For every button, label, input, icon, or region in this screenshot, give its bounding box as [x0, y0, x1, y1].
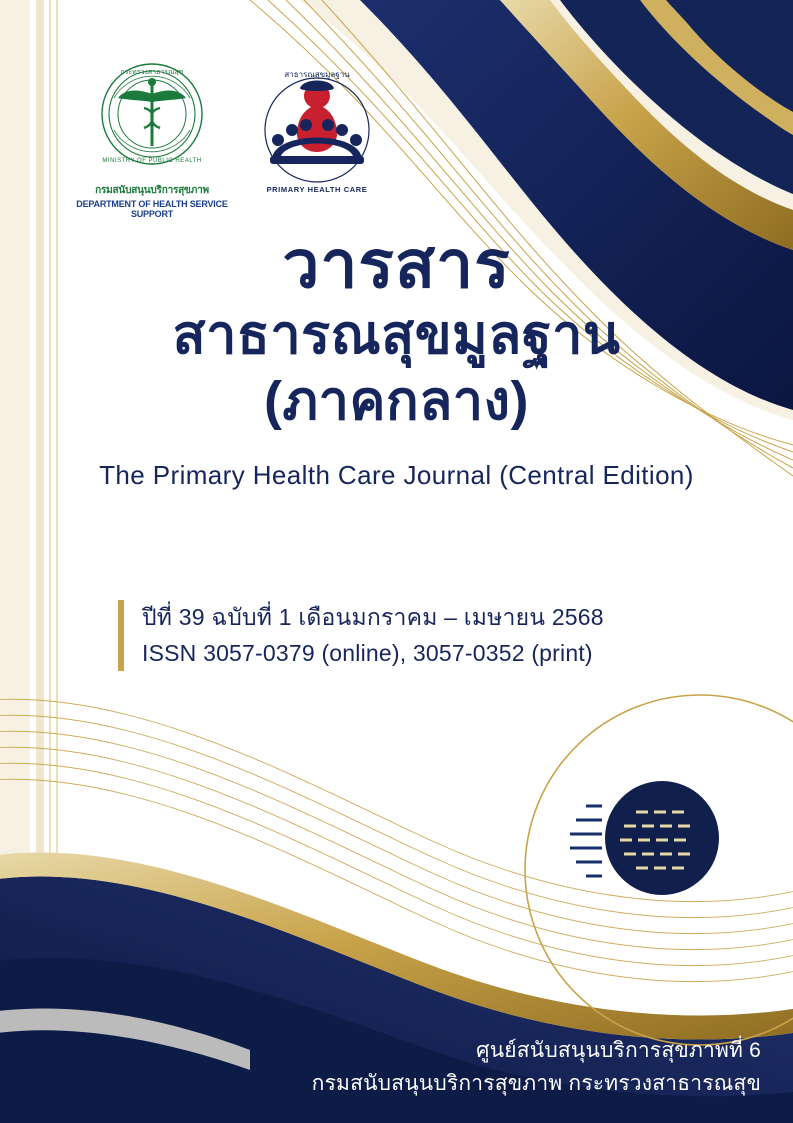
mophs-caption-en: DEPARTMENT OF HEALTH SERVICE SUPPORT	[76, 199, 228, 219]
ministry-of-public-health-logo	[62, 58, 242, 219]
svg-text:PRIMARY HEALTH CARE: PRIMARY HEALTH CARE	[266, 185, 368, 194]
journal-title-th-line3: (ภาคกลาง)	[264, 371, 529, 432]
svg-text:MINISTRY OF PUBLIC HEALTH: MINISTRY OF PUBLIC HEALTH	[102, 158, 202, 164]
mophs-caption-th: กรมสนับสนุนบริการสุขภาพ	[95, 185, 209, 196]
issue-info-block	[118, 600, 604, 671]
svg-text:กระทรวงสาธารณสุข: กระทรวงสาธารณสุข	[120, 68, 184, 76]
journal-title-th-line1: วารสาร	[282, 227, 511, 301]
publisher-department-line: กรมสนับสนุนบริการสุขภาพ กระทรวงสาธารณสุข	[311, 1072, 761, 1096]
cover-title-block	[0, 228, 793, 491]
publisher-center-line: ศูนย์สนับสนุนบริการสุขภาพที่ 6	[476, 1038, 761, 1062]
publisher-footer	[312, 1034, 761, 1101]
issue-volume-line: ปีที่ 39 ฉบับที่ 1 เดือนมกราคม – เมษายน 2568	[142, 604, 604, 630]
mophs-emblem-icon	[62, 58, 242, 176]
issn-line: ISSN 3057-0379 (online), 3057-0352 (print)	[142, 639, 593, 666]
journal-title-en: The Primary Health Care Journal (Central Edition)	[99, 460, 694, 491]
svg-text:สาธารณสุขมูลฐาน: สาธารณสุขมูลฐาน	[284, 70, 350, 79]
primary-health-care-logo	[242, 68, 392, 203]
phc-emblem-icon	[242, 68, 392, 198]
journal-title-th-line2: สาธารณสุขมูลฐาน	[172, 304, 621, 365]
logo-group	[62, 58, 392, 218]
